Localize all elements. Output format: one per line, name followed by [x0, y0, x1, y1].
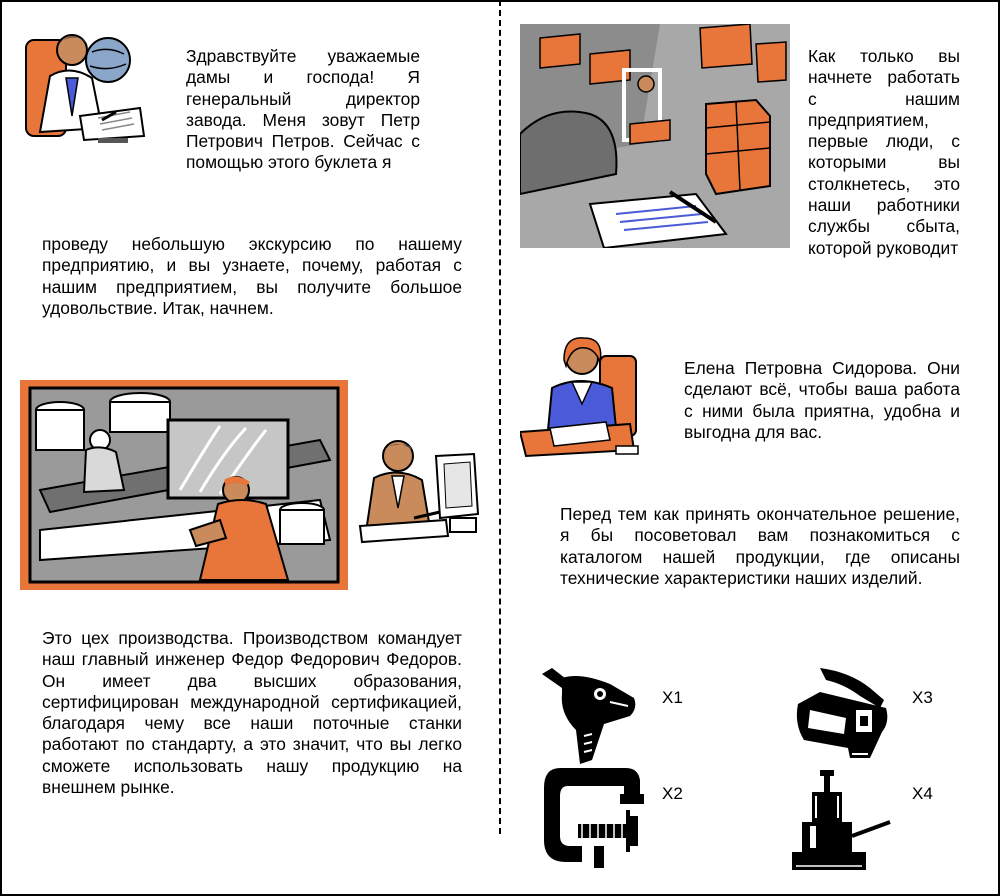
workshop-text: Это цех производства. Производством командует наш главный инженер Федор Федорович Федоров. Он имеет два высших образования, сертифицирован международной сертификацией, благодаря чему все наши поточные станки работают по стандарту, а это значит, что вы легко сможете использовать нашу продукцию на внешнем рынке.: [42, 628, 462, 798]
tour-intro-text: проведу небольшую экскурсию по нашему предприятию, и вы узнаете, почему, работая с нашим предприятием, вы получите большое удовольствие. Итак, начнем.: [42, 234, 462, 318]
hot-glue-gun-icon: [540, 664, 640, 768]
engineer-illustration: [356, 436, 484, 546]
product-label-x2: X2: [662, 784, 683, 803]
catalog-text: Перед тем как принять окончательное решение, я бы посоветовал вам познакомиться с каталогом нашей продукции, где описаны технические характеристики наших изделий.: [560, 504, 960, 588]
product-label-x1: X1: [662, 688, 683, 707]
c-clamp-icon: [542, 766, 652, 874]
product-label-x4: X4: [912, 784, 933, 803]
workshop-illustration: [20, 380, 348, 590]
sales-text: Как только вы начнете работать с нашим предприятием, первые люди, с которыми вы столкнетесь, это наши работники службы сбыта, которой руководит: [808, 46, 960, 258]
staple-gun-icon: [790, 664, 894, 768]
director-illustration: [20, 20, 146, 144]
product-label-x3: X3: [912, 688, 933, 707]
manager-illustration: [520, 332, 642, 460]
warehouse-illustration: [520, 24, 790, 248]
greeting-text: Здравствуйте уважаемые дамы и господа! Я генеральный директор завода. Меня зовут Петр Петрович Петров. Сейчас с помощью этого буклета я: [186, 46, 420, 173]
manager-text: Елена Петровна Сидорова. Они сделают всё, чтобы ваша работа с ними была приятна, удобна и выгодна для вас.: [684, 358, 960, 442]
hydraulic-jack-icon: [790, 766, 894, 876]
fold-line: [499, 0, 501, 834]
